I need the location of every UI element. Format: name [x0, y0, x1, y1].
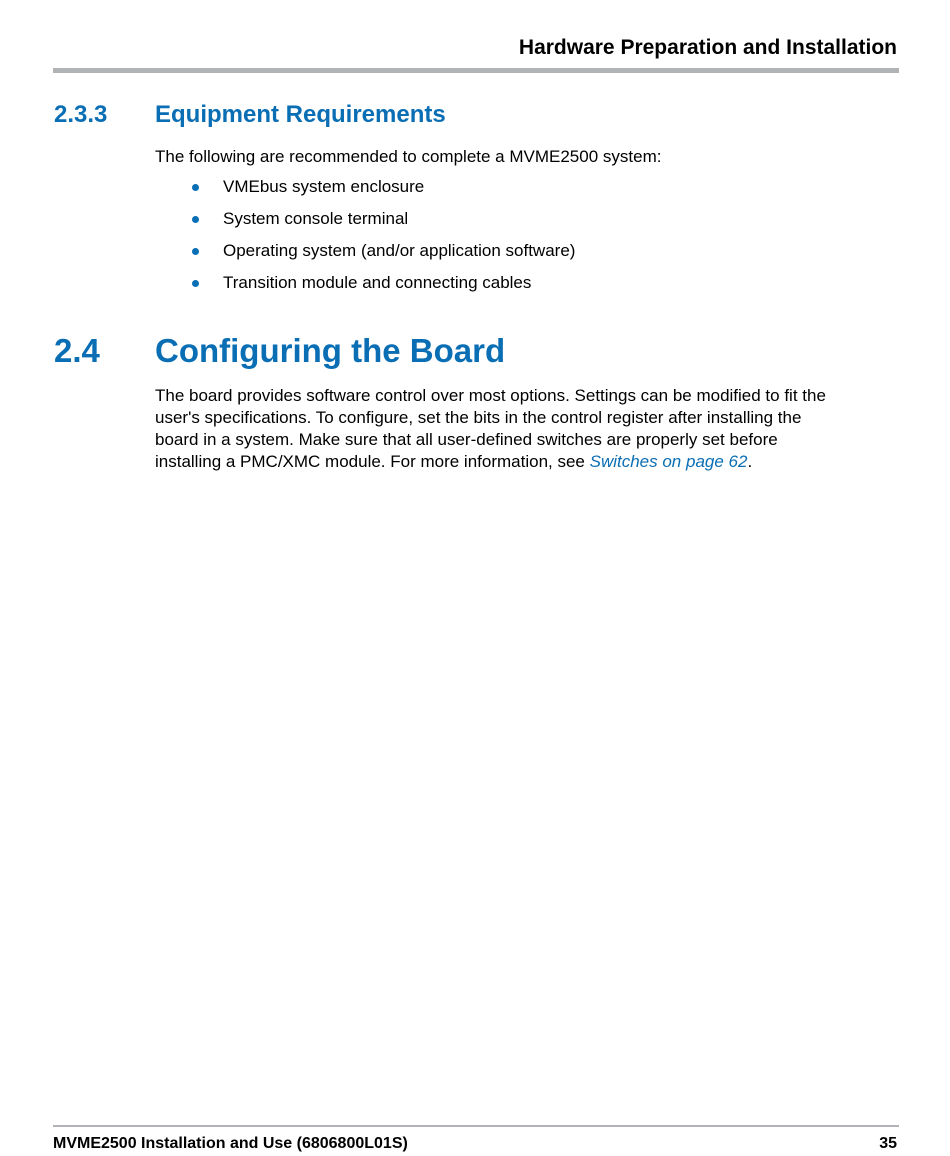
- section-heading: Configuring the Board: [155, 332, 506, 369]
- page-number: 35: [879, 1135, 897, 1152]
- footer-document-title: MVME2500 Installation and Use (6806800L01S): [53, 1135, 408, 1152]
- paragraph-line-prefix: installing a PMC/XMC module. For more information, see: [155, 452, 590, 471]
- body-paragraph: [155, 385, 900, 473]
- paragraph-line: user's specifications. To configure, set the bits in the control register after installing the: [155, 408, 802, 427]
- paragraph-line: [155, 451, 900, 473]
- cross-reference-link[interactable]: Switches on page 62: [589, 452, 748, 471]
- bullet-icon: [192, 184, 199, 191]
- section-number: 2.4: [54, 332, 100, 369]
- paragraph-line-suffix: .: [747, 452, 753, 471]
- bullet-icon: [192, 248, 199, 255]
- bullet-icon: [192, 280, 199, 287]
- running-header-title: Hardware Preparation and Installation: [518, 36, 897, 59]
- paragraph-line: board in a system. Make sure that all user-defined switches are properly set before: [155, 430, 778, 449]
- section-heading: Equipment Requirements: [155, 101, 446, 128]
- list-item-text: System console terminal: [223, 209, 409, 228]
- intro-paragraph: The following are recommended to complete a MVME2500 system:: [155, 147, 662, 166]
- list-item-text: VMEbus system enclosure: [223, 177, 425, 196]
- header-rule: [53, 68, 899, 73]
- list-item-text: Operating system (and/or application software): [223, 241, 576, 260]
- bullet-icon: [192, 216, 199, 223]
- footer-rule: [53, 1125, 899, 1127]
- list-item-text: Transition module and connecting cables: [223, 273, 532, 292]
- section-number: 2.3.3: [54, 101, 108, 128]
- paragraph-line: The board provides software control over most options. Settings can be modified to fit the: [155, 386, 826, 405]
